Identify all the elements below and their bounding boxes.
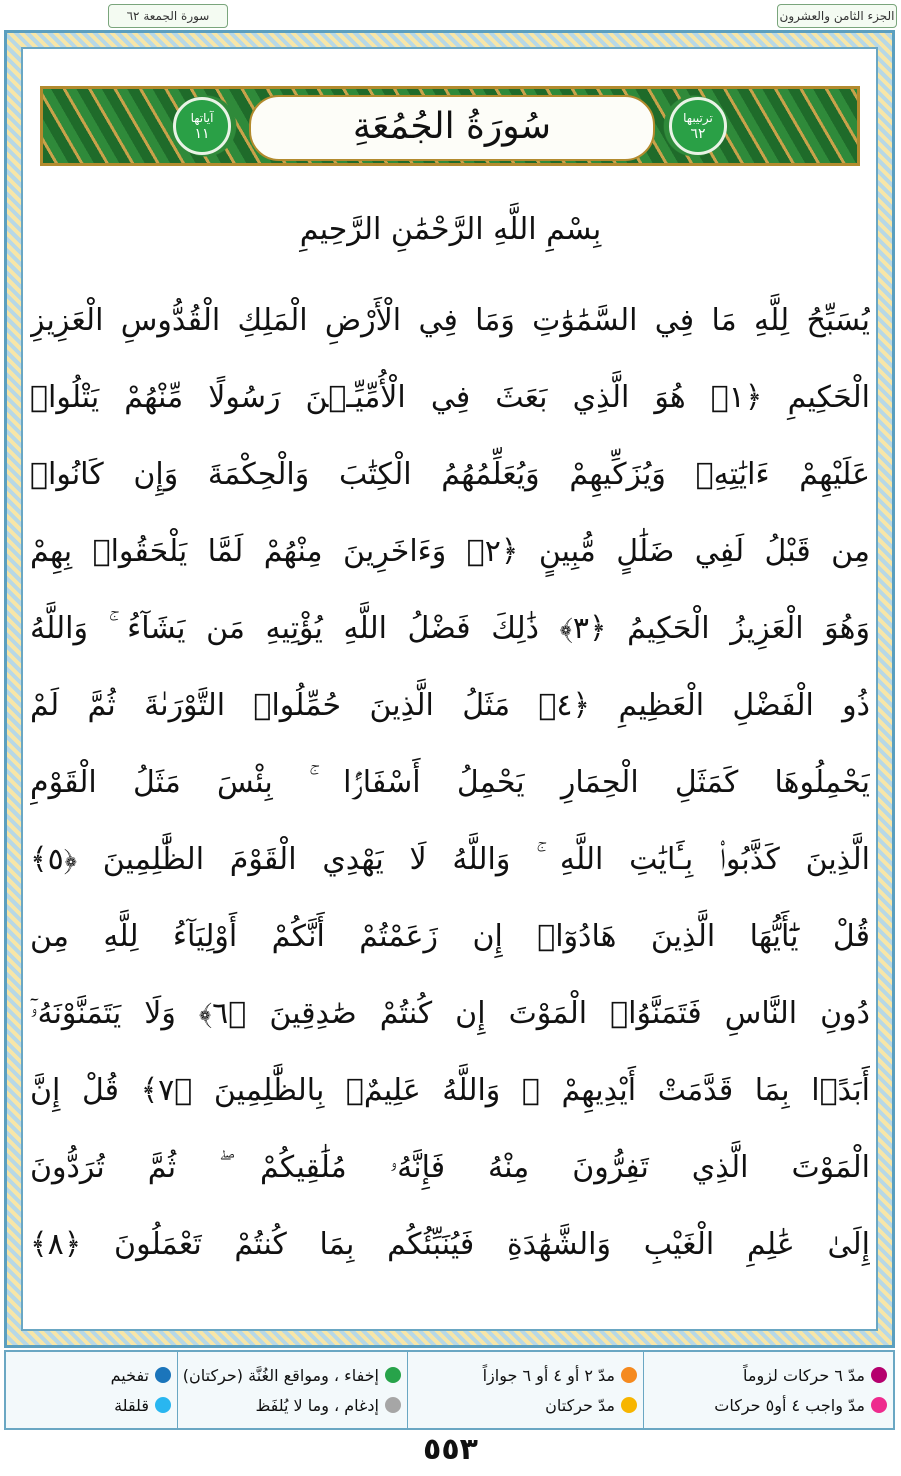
legend-dot-icon xyxy=(385,1397,401,1413)
verse-line: قُلْ يَٰٓأَيُّهَا الَّذِينَ هَادُوٓا۟ إِن زَعَمْتُمْ أَنَّكُمْ أَوْلِيَآءُ لِلَّهِ مِن xyxy=(30,919,870,954)
verse-line: ذُو الْفَضْلِ الْعَظِيمِ ﴿٤﴾ مَثَلُ الَّذِينَ حُمِّلُوا۟ التَّوْرَىٰةَ ثُمَّ لَمْ xyxy=(30,688,870,723)
page-header xyxy=(0,0,901,30)
legend-column xyxy=(407,1352,643,1428)
tajweed-legend xyxy=(4,1350,895,1430)
ayat-medal xyxy=(173,97,231,155)
verse-line: أَبَدًۢا بِمَا قَدَّمَتْ أَيْدِيهِمْ ۚ وَاللَّهُ عَلِيمٌۢ بِالظَّٰلِمِينَ ﴿٧﴾ قُلْ إِنَّ xyxy=(30,1073,870,1108)
ayat-value: ١١ xyxy=(194,126,210,142)
legend-dot-icon xyxy=(871,1397,887,1413)
legend-item xyxy=(414,1390,637,1420)
legend-item xyxy=(650,1390,887,1420)
surah-banner xyxy=(40,86,860,166)
surah-ref-label: سورة الجمعة ٦٢ xyxy=(108,4,228,28)
legend-label: قلقلة xyxy=(114,1395,149,1415)
legend-item xyxy=(184,1390,401,1420)
legend-column xyxy=(643,1352,893,1428)
legend-label: تفخيم xyxy=(110,1365,149,1385)
verse-line: إِلَىٰ عَٰلِمِ الْغَيْبِ وَالشَّهَٰدَةِ فَيُنَبِّئُكُم بِمَا كُنتُمْ تَعْمَلُونَ ﴿٨﴾ xyxy=(30,1227,870,1262)
legend-item xyxy=(184,1360,401,1390)
legend-dot-icon xyxy=(155,1367,171,1383)
legend-label: مدّ حركتان xyxy=(545,1395,615,1415)
legend-item xyxy=(650,1360,887,1390)
order-medal xyxy=(669,97,727,155)
legend-label: مدّ ٦ حركات لزوماً xyxy=(743,1365,865,1385)
order-label: ترتيبها xyxy=(683,111,713,125)
legend-label: إخفاء ، ومواقع الغُنَّة (حركتان) xyxy=(182,1365,379,1385)
legend-label: مدّ ٢ أو ٤ أو ٦ جوازاً xyxy=(482,1365,615,1385)
verse-line: مِن قَبْلُ لَفِي ضَلَٰلٍ مُّبِينٍ ﴿٢﴾ وَءَاخَرِينَ مِنْهُمْ لَمَّا يَلْحَقُوا۟ بِهِمْ xyxy=(30,534,870,569)
surah-title: سُورَةُ الجُمُعَةِ xyxy=(249,95,655,161)
order-value: ٦٢ xyxy=(690,126,706,142)
legend-dot-icon xyxy=(621,1397,637,1413)
legend-dot-icon xyxy=(871,1367,887,1383)
legend-dot-icon xyxy=(385,1367,401,1383)
legend-item xyxy=(12,1360,171,1390)
verse-text xyxy=(30,290,870,1291)
verse-line: وَهُوَ الْعَزِيزُ الْحَكِيمُ ﴿٣﴾ ذَٰلِكَ فَضْلُ اللَّهِ يُؤْتِيهِ مَن يَشَآءُ ۚ وَاللَّهُ xyxy=(30,611,870,646)
legend-dot-icon xyxy=(621,1367,637,1383)
verse-line: يُسَبِّحُ لِلَّهِ مَا فِي السَّمَٰوَٰتِ وَمَا فِي الْأَرْضِ الْمَلِكِ الْقُدُّوسِ الْعَزِيزِ xyxy=(30,303,870,338)
verse-line: الَّذِينَ كَذَّبُوا۟ بِـَٔايَٰتِ اللَّهِ ۚ وَاللَّهُ لَا يَهْدِي الْقَوْمَ الظَّٰلِمِينَ ﴿٥﴾ xyxy=(30,842,870,877)
verse-line: عَلَيْهِمْ ءَايَٰتِهِۦ وَيُزَكِّيهِمْ وَيُعَلِّمُهُمُ الْكِتَٰبَ وَالْحِكْمَةَ وَإِن كَانُوا۟ xyxy=(30,457,870,492)
verse-line: دُونِ النَّاسِ فَتَمَنَّوُا۟ الْمَوْتَ إِن كُنتُمْ صَٰدِقِينَ ﴿٦﴾ وَلَا يَتَمَنَّوْنَهُۥٓ xyxy=(30,996,870,1031)
legend-label: إدغام ، وما لا يُلفَظ xyxy=(255,1395,379,1415)
legend-column xyxy=(6,1352,177,1428)
ayat-label: آياتها xyxy=(190,111,214,125)
legend-label: مدّ واجب ٤ أو٥ حركات xyxy=(714,1395,865,1415)
page-number: ٥٥٣ xyxy=(423,1432,478,1467)
legend-item xyxy=(12,1390,171,1420)
legend-item xyxy=(414,1360,637,1390)
verse-line: يَحْمِلُوهَا كَمَثَلِ الْحِمَارِ يَحْمِلُ أَسْفَارًۢا ۚ بِئْسَ مَثَلُ الْقَوْمِ xyxy=(30,765,870,800)
legend-dot-icon xyxy=(155,1397,171,1413)
legend-column xyxy=(177,1352,407,1428)
verse-line: الْحَكِيمِ ﴿١﴾ هُوَ الَّذِي بَعَثَ فِي الْأُمِّيِّـۧنَ رَسُولًا مِّنْهُمْ يَتْلُوا۟ xyxy=(30,380,870,415)
verse-line: الْمَوْتَ الَّذِي تَفِرُّونَ مِنْهُ فَإِنَّهُۥ مُلَٰقِيكُمْ ۖ ثُمَّ تُرَدُّونَ xyxy=(30,1150,870,1185)
juz-label: الجزء الثامن والعشرون xyxy=(777,4,897,28)
basmala: بِسْمِ اللَّهِ الرَّحْمَٰنِ الرَّحِيمِ xyxy=(299,212,602,247)
